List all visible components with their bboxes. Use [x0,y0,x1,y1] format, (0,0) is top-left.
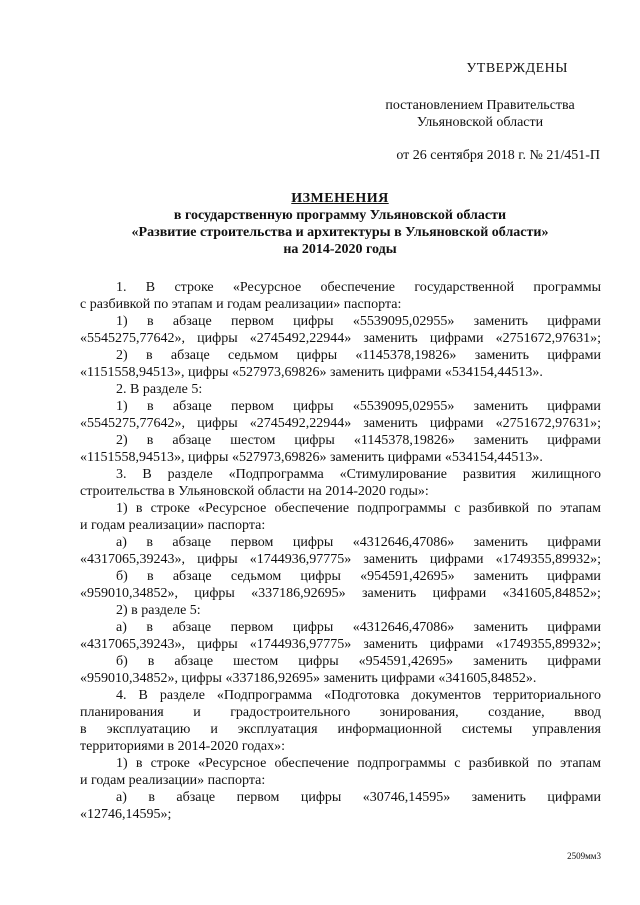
text-line [80,619,601,636]
text-word: этапам [560,501,601,516]
text-word: «5545275,77642», [80,331,185,346]
text-word: «4317065,39243», [80,637,185,652]
text-word: «2745492,22944» [249,331,352,346]
text-word: «Ресурсное [198,756,267,771]
text-word: заменить [363,416,418,431]
text-word: В [138,688,148,703]
text-word: строительства в Ульяновской области на 2014-2020 годы»: [80,484,429,499]
text-line [80,466,601,483]
text-word: абзаце [172,314,212,329]
text-word: 3. [116,467,127,482]
text-line [80,415,601,432]
text-word: «1145378,19826» [353,433,455,448]
text-line [80,755,601,772]
text-word: жилищного [531,467,601,482]
text-word: в [148,790,155,805]
text-word: цифры [194,586,235,601]
document-body [80,279,601,823]
text-word: в [147,569,154,584]
text-word: шестом [230,433,276,448]
text-word: 1) [116,501,128,516]
text-word: разбивкой [468,756,530,771]
text-line [80,704,601,721]
document-heading [80,190,600,258]
heading-line-3: на 2014-2020 годы [283,242,397,257]
text-word: 2. В разделе 5: [116,382,203,397]
text-word: «1151558,94513», цифры «527973,69826» заменить цифрами «534154,44513». [80,365,543,380]
text-word: цифры [197,416,238,431]
text-word: седьмом [230,569,282,584]
text-word: ввод [574,705,601,720]
text-word: в [146,620,153,635]
text-word: по [537,756,552,771]
text-word: «5545275,77642», [80,416,185,431]
text-word: «959010,34852», цифры «337186,92695» заменить цифрами «341605,84852». [80,671,537,686]
text-word: заменить [363,637,418,652]
text-word: абзаце [172,433,212,448]
text-word: «4317065,39243», [80,552,185,567]
approval-title: УТВЕРЖДЕНЫ [466,61,568,76]
text-word: цифрами [429,416,484,431]
text-word: цифры [292,535,334,550]
text-word: 2) [116,433,128,448]
text-word: заменить [473,620,528,635]
text-word: «4312646,47086» [352,620,455,635]
text-word: «Ресурсное [232,280,302,295]
text-word: программы [533,280,601,295]
text-word: цифрами [547,535,601,550]
text-word: 4. [116,688,127,703]
footer-code: 2509мм3 [567,851,601,861]
text-word: 1. [116,280,127,295]
text-word: «1749355,89932»; [495,637,601,652]
text-word: «341605,84852»; [502,586,601,601]
text-word: цифры [298,654,339,669]
text-word: документов [411,688,482,703]
text-word: цифры [197,637,238,652]
text-word: разбивкой [468,501,530,516]
text-word: заменить [473,535,528,550]
text-word: управления [532,722,601,737]
text-line [80,500,601,517]
text-word: обеспечение [320,280,396,295]
text-line [80,653,601,670]
text-line [80,449,601,466]
text-word: эксплуатацию [106,722,191,737]
text-word: В [142,467,152,482]
text-line [80,602,601,619]
text-word: «Стимулирование [339,467,447,482]
text-word: б) [116,569,128,584]
text-line [80,789,601,806]
text-word: в [146,399,154,414]
text-word: цифрами [432,586,487,601]
text-word: цифрами [547,433,601,448]
text-word: с [454,756,461,771]
text-word: а) [116,790,127,805]
text-line [80,432,601,449]
text-word: цифрами [429,552,484,567]
approval-block [360,60,600,164]
text-word: цифрами [547,314,601,329]
text-line [80,517,601,534]
text-word: в [146,535,153,550]
text-word: в [135,501,143,516]
text-word: «1744936,97775» [249,552,352,567]
text-word: «Ресурсное [198,501,267,516]
text-word: строке [150,501,190,516]
text-word: и [210,722,218,737]
text-line [80,398,601,415]
text-word: шестом [233,654,279,669]
text-word: 2) [116,348,128,363]
text-word: заменить [363,331,418,346]
text-word: абзаце [172,569,212,584]
text-word: заменить [473,314,528,329]
text-word: зонирования, [379,705,459,720]
text-word: эксплуатация [237,722,318,737]
text-word: в [146,433,154,448]
text-line [80,568,601,585]
text-word: 1) [116,399,128,414]
text-word: заменить [361,586,417,601]
text-line [80,313,601,330]
text-line [80,483,601,500]
text-word: цифрами [547,790,601,805]
text-word: первом [230,535,274,550]
text-word: «2745492,22944» [249,416,352,431]
text-word: цифры [293,399,334,414]
text-word: территориями в 2014-2020 годах»: [80,739,286,754]
text-word: цифрами [547,399,601,414]
text-word: заменить [473,654,528,669]
text-word: цифрами [429,637,484,652]
text-word: «12746,14595»; [80,807,172,822]
text-word: «954591,42695» [360,569,455,584]
text-word: первом [230,620,274,635]
text-word: цифры [294,433,335,448]
text-word: цифры [296,348,338,363]
text-word: заменить [473,433,529,448]
text-word: «1744936,97775» [249,637,352,652]
text-word: с разбивкой по этапам и годам реализации» паспорта: [80,297,402,312]
text-word: первом [230,399,274,414]
text-line [80,347,601,364]
text-word: строке [174,280,214,295]
text-word: цифры [197,331,238,346]
text-line [80,534,601,551]
text-line [80,364,601,381]
text-word: разделе [167,467,213,482]
text-word: обеспечение [274,756,350,771]
text-word: а) [116,620,127,635]
text-line [80,296,601,313]
text-word: разделе [159,688,205,703]
text-word: «1151558,94513», цифры «527973,69826» заменить цифрами «534154,44513». [80,450,543,465]
text-word: «337186,92695» [251,586,346,601]
text-word: этапам [560,756,601,771]
heading-title: ИЗМЕНЕНИЯ [291,191,389,206]
text-word: системы [461,722,513,737]
approval-region: Ульяновской области [416,115,544,130]
text-word: государственной [414,280,515,295]
text-word: б) [116,654,128,669]
text-word: цифры [300,790,342,805]
text-line [80,806,601,823]
text-word: планирования [80,705,164,720]
text-word: в [146,314,154,329]
text-word: «Подпрограмма [228,467,324,482]
text-word: «959010,34852», [80,586,178,601]
heading-line-2: «Развитие строительства и архитектуры в Ульяновской области» [131,225,549,240]
text-word: заменить [363,552,418,567]
text-line [80,330,601,347]
text-word: цифры [293,314,334,329]
text-word: «5539095,02955» [352,314,455,329]
text-line [80,279,601,296]
text-word: абзаце [176,790,216,805]
text-line [80,381,601,398]
text-line [80,772,601,789]
text-word: информационной [337,722,442,737]
text-word: абзаце [172,535,212,550]
text-line [80,670,601,687]
text-word: цифрами [547,348,601,363]
text-word: градостроительного [230,705,351,720]
text-line [80,721,601,738]
approval-date: от 26 сентября 2018 г. № 21/451-П [396,148,600,163]
text-word: заменить [473,399,528,414]
text-word: абзаце [172,399,212,414]
text-line [80,551,601,568]
text-word: В [145,280,156,295]
text-word: цифры [292,620,334,635]
text-word: цифры [197,552,238,567]
text-word: «1145378,19826» [355,348,457,363]
text-word: заменить [474,348,530,363]
text-word: цифрами [547,569,601,584]
text-word: и годам реализации» паспорта: [80,773,266,788]
text-word: абзаце [172,620,212,635]
text-word: в [145,348,153,363]
text-word: 1) [116,756,128,771]
text-word: обеспечение [274,501,350,516]
text-word: «2751672,97631»; [495,331,601,346]
text-word: «954591,42695» [358,654,454,669]
text-word: подпрограммы [357,501,447,516]
text-word: седьмом [227,348,279,363]
text-word: в [147,654,155,669]
text-word: «2751672,97631»; [495,416,601,431]
text-word: первом [236,790,280,805]
text-word: абзаце [174,654,214,669]
text-word: 2) в разделе 5: [116,603,201,618]
text-word: территориального [493,688,601,703]
text-word: «5539095,02955» [352,399,455,414]
text-word: в [80,722,87,737]
text-word: строке [150,756,190,771]
text-word: и [193,705,201,720]
text-word: цифрами [429,331,484,346]
text-word: по [537,501,552,516]
approval-by: постановлением Правительства [385,98,575,113]
text-word: заменить [471,790,526,805]
text-word: заменить [473,569,529,584]
text-word: создание, [488,705,545,720]
text-word: цифрами [547,654,601,669]
text-word: «1749355,89932»; [495,552,601,567]
text-word: «30746,14595» [362,790,451,805]
text-word: «4312646,47086» [352,535,455,550]
text-word: а) [116,535,127,550]
text-line [80,636,601,653]
text-line [80,738,601,755]
text-word: первом [230,314,274,329]
text-word: подпрограммы [357,756,447,771]
text-word: 1) [116,314,128,329]
text-word: развития [462,467,516,482]
text-word: абзаце [170,348,210,363]
text-word: цифры [300,569,341,584]
text-word: «Подготовка [324,688,400,703]
heading-line-1: в государственную программу Ульяновской области [173,208,507,223]
text-line [80,687,601,704]
text-word: в [135,756,143,771]
text-line [80,585,601,602]
text-word: цифрами [547,620,601,635]
text-word: и годам реализации» паспорта: [80,518,266,533]
text-word: «Подпрограмма [216,688,313,703]
text-word: с [454,501,461,516]
